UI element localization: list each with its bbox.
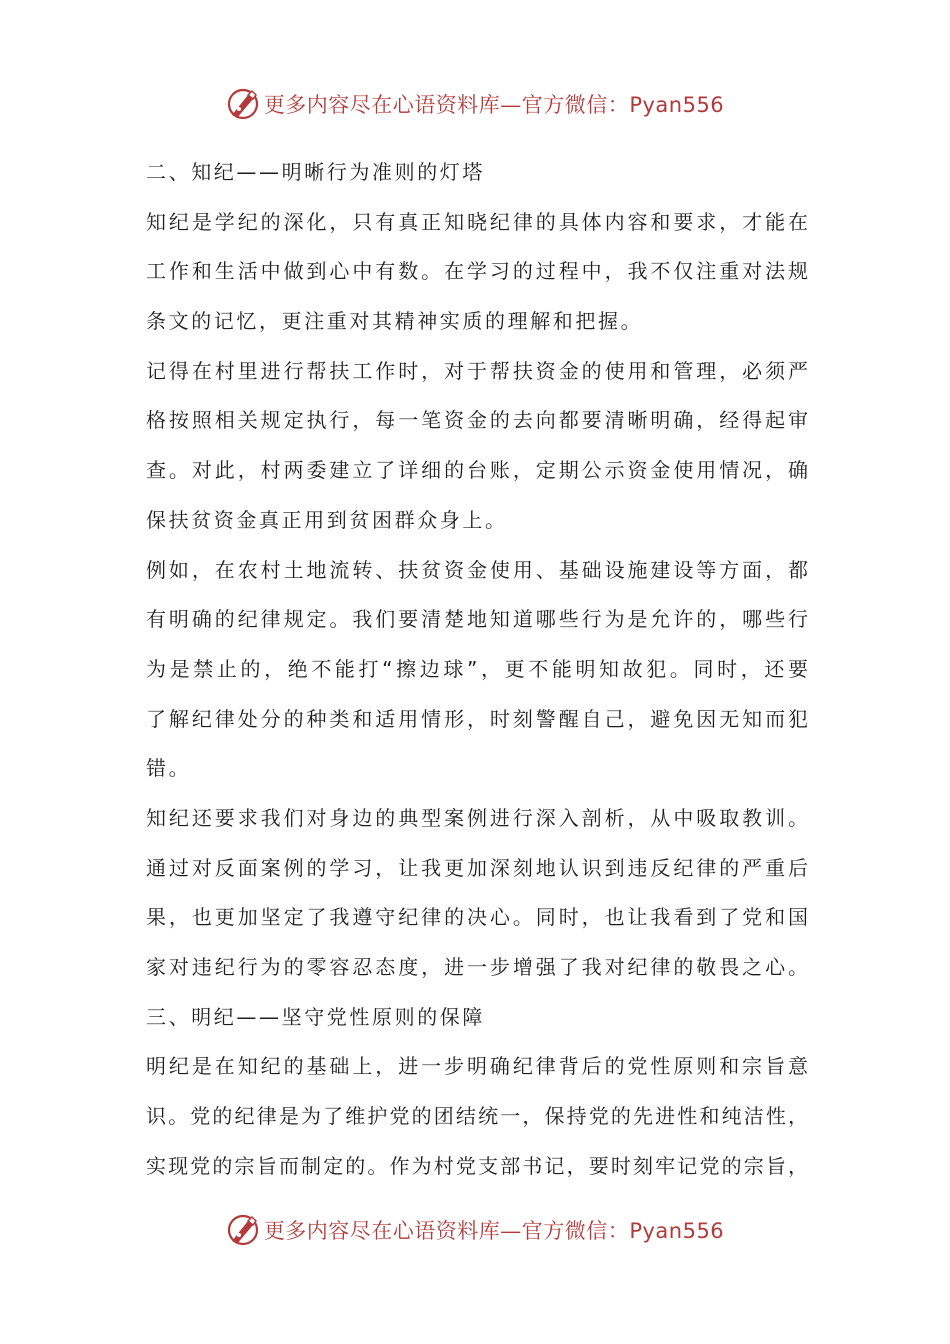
- paragraph-line: 错。: [146, 756, 192, 781]
- paragraph-line: 工作和生活中做到心中有数。在学习的过程中，我不仅注重对法规: [146, 259, 808, 284]
- header-watermark-banner: [0, 84, 950, 124]
- banner-wechat-id: Pyan556: [629, 1219, 725, 1243]
- paragraph-line: 知纪是学纪的深化，只有真正知晓纪律的具体内容和要求，才能在: [146, 209, 808, 234]
- paragraph-line: 实现党的宗旨而制定的。作为村党支部书记，要时刻牢记党的宗旨，: [146, 1153, 808, 1178]
- pen-nib-logo-icon: [226, 1213, 260, 1247]
- document-body: [146, 148, 808, 1191]
- banner-prefix: 更多内容尽在心语资料库—官方微信：: [263, 93, 630, 117]
- paragraph-line: 例如，在农村土地流转、扶贫资金使用、基础设施建设等方面，都: [146, 557, 808, 582]
- paragraph-line: 了解纪律处分的种类和适用情形，时刻警醒自己，避免因无知而犯: [146, 706, 808, 731]
- banner-text: [264, 89, 724, 119]
- paragraph-line: 保扶贫资金真正用到贫困群众身上。: [146, 507, 508, 532]
- footer-watermark-banner: [0, 1210, 950, 1250]
- paragraph-line: 有明确的纪律规定。我们要清楚地知道哪些行为是允许的，哪些行: [146, 607, 808, 632]
- banner-prefix: 更多内容尽在心语资料库—官方微信：: [263, 1219, 630, 1243]
- paragraph-line: 通过对反面案例的学习，让我更加深刻地认识到违反纪律的严重后: [146, 855, 808, 880]
- paragraph-line: 知纪还要求我们对身边的典型案例进行深入剖析，从中吸取教训。: [146, 805, 808, 830]
- paragraph-line: 家对违纪行为的零容忍态度，进一步增强了我对纪律的敬畏之心。: [146, 955, 808, 979]
- pen-nib-logo-icon: [226, 87, 260, 121]
- paragraph-line: 条文的记忆，更注重对其精神实质的理解和把握。: [146, 309, 644, 334]
- banner-text: [264, 1215, 724, 1245]
- banner-wechat-id: Pyan556: [629, 93, 725, 117]
- paragraph-line: 果，也更加坚定了我遵守纪律的决心。同时，也让我看到了党和国: [146, 905, 808, 930]
- section-heading: 三、明纪——坚守党性原则的保障: [146, 1004, 485, 1029]
- paragraph-line: 记得在村里进行帮扶工作时，对于帮扶资金的使用和管理，必须严: [146, 358, 808, 383]
- paragraph-line: 格按照相关规定执行，每一笔资金的去向都要清晰明确，经得起审: [146, 408, 808, 433]
- paragraph-line: 为是禁止的，绝不能打“擦边球”，更不能明知故犯。同时，还要: [146, 656, 808, 681]
- paragraph-line: 明纪是在知纪的基础上，进一步明确纪律背后的党性原则和宗旨意: [146, 1054, 808, 1079]
- paragraph-line: 识。党的纪律是为了维护党的团结统一，保持党的先进性和纯洁性，: [146, 1104, 808, 1129]
- section-heading: 二、知纪——明晰行为准则的灯塔: [146, 160, 485, 184]
- paragraph-line: 查。对此，村两委建立了详细的台账，定期公示资金使用情况，确: [146, 458, 808, 483]
